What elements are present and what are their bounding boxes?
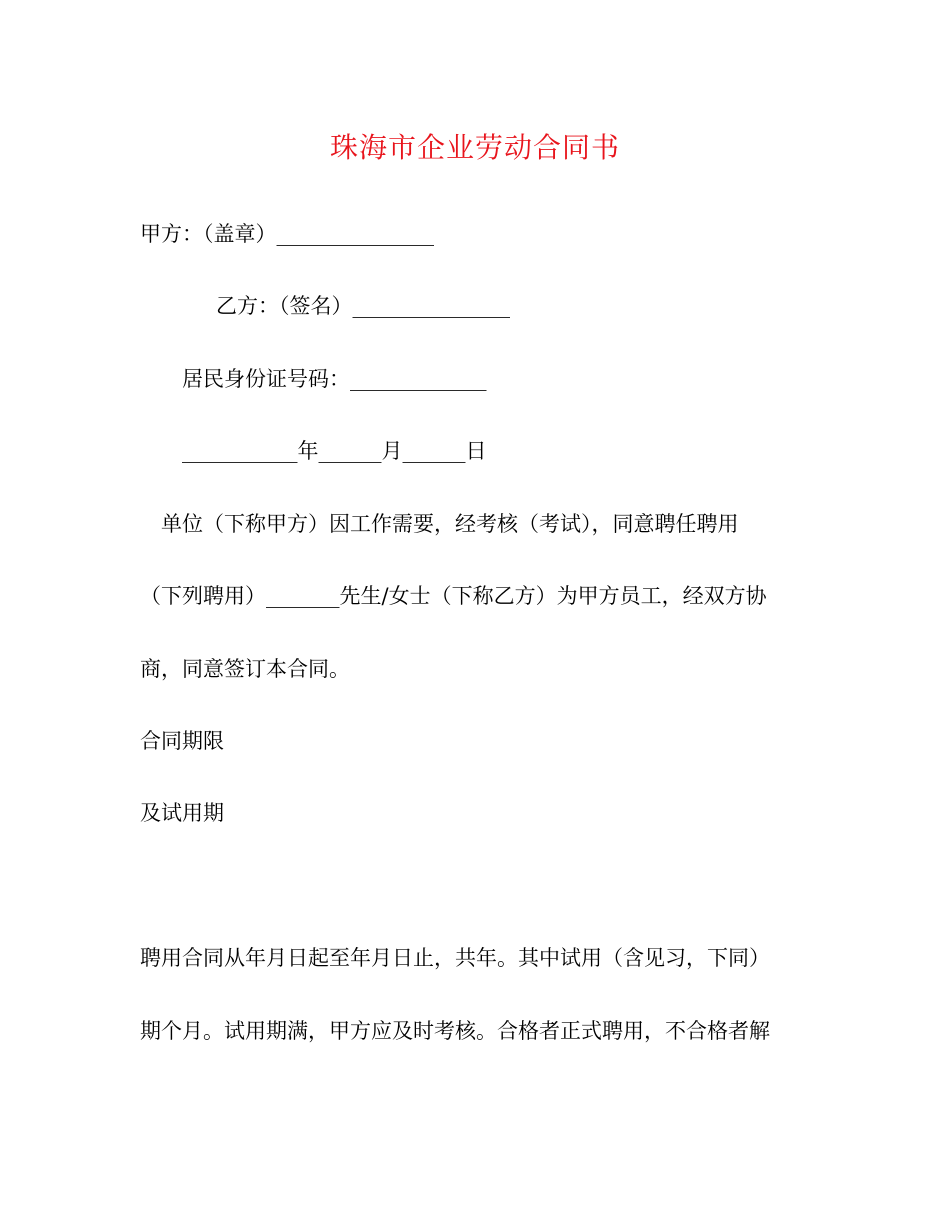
date-line: ___________年______月______日 [182,439,487,463]
intro-line: （下列聘用）_______先生/女士（下称乙方）为甲方员工，经双方协 [140,584,767,608]
body-line: 聘用合同从年月日起至年月日止，共年。其中试用（含见习，下同） [140,946,770,970]
intro-line: 单位（下称甲方）因工作需要，经考核（考试），同意聘任聘用 [161,512,739,536]
party-b-line: 乙方：（签名）_______________ [216,294,510,318]
body-line: 期个月。试用期满，甲方应及时考核。合格者正式聘用，不合格者解 [140,1019,770,1043]
intro-line: 商，同意签订本合同。 [140,657,350,681]
party-a-line: 甲方：（盖章）_______________ [140,222,434,246]
id-number-line: 居民身份证号码：_____________ [182,367,487,391]
section-heading: 合同期限 [140,729,224,753]
section-heading: 及试用期 [140,801,224,825]
document-title: 珠海市企业劳动合同书 [329,131,620,164]
